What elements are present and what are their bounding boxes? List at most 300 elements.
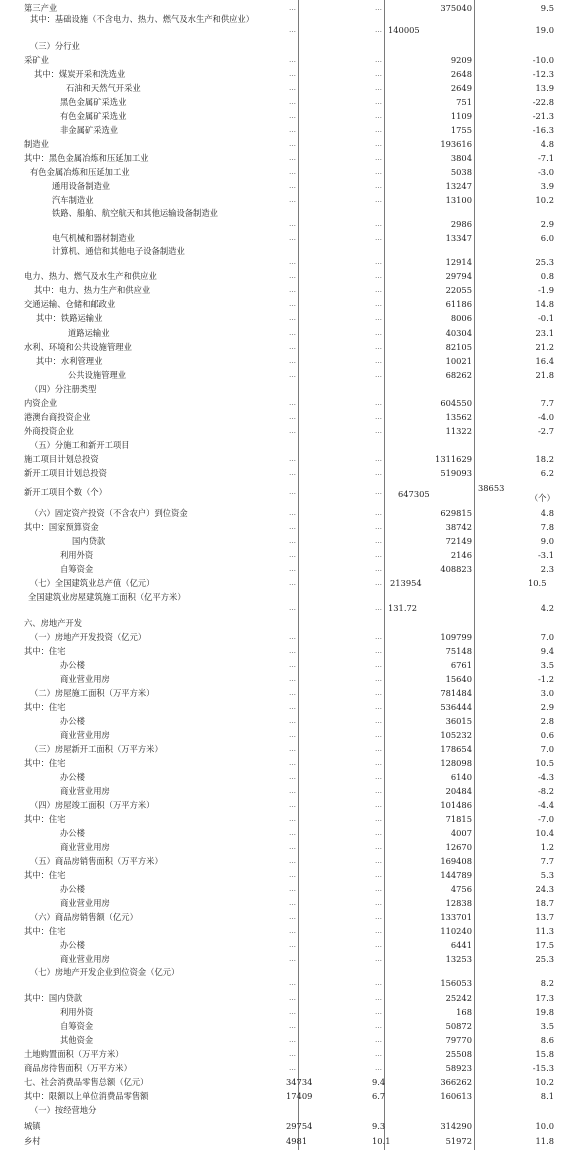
row-label: 全国建筑业房屋建筑施工面积（亿平方米） bbox=[28, 592, 186, 602]
cell-c2: … bbox=[375, 98, 382, 106]
table-row bbox=[0, 411, 581, 423]
cell-c2: … bbox=[375, 182, 382, 190]
cell-c2: … bbox=[375, 272, 382, 280]
table-row bbox=[0, 453, 581, 465]
row-label: 城镇 bbox=[24, 1121, 41, 1131]
cell-c4: -16.3 bbox=[532, 125, 554, 135]
cell-c2: … bbox=[375, 1008, 382, 1016]
cell-c4: 25.3 bbox=[535, 257, 554, 267]
cell-c2: … bbox=[375, 703, 382, 711]
cell-c3: 8006 bbox=[450, 313, 472, 323]
cell-c4: 0.6 bbox=[540, 730, 554, 740]
stray-value: 213954 bbox=[390, 578, 422, 588]
cell-c2: … bbox=[375, 84, 382, 92]
cell-c4: -8.2 bbox=[538, 786, 554, 796]
cell-c3: 110240 bbox=[440, 926, 472, 936]
cell-c3: 13253 bbox=[445, 954, 472, 964]
cell-c2: 9.3 bbox=[372, 1121, 386, 1131]
cell-c4: 2.8 bbox=[540, 716, 554, 726]
cell-c1: … bbox=[289, 343, 296, 351]
cell-c4: 0.8 bbox=[540, 271, 554, 281]
row-label: 内资企业 bbox=[24, 398, 58, 408]
table-row bbox=[0, 953, 581, 965]
table-row bbox=[0, 355, 581, 367]
cell-c1: … bbox=[289, 787, 296, 795]
cell-c2: … bbox=[375, 314, 382, 322]
cell-c2: … bbox=[375, 979, 382, 987]
cell-c4: 1.2 bbox=[540, 842, 554, 852]
cell-c1: … bbox=[289, 885, 296, 893]
cell-c3: 29794 bbox=[445, 271, 472, 281]
table-row bbox=[0, 827, 581, 839]
cell-c3: 58923 bbox=[445, 1063, 472, 1073]
row-label: 办公楼 bbox=[60, 772, 85, 782]
cell-c2: … bbox=[375, 196, 382, 204]
cell-c1: 34734 bbox=[286, 1077, 313, 1087]
cell-c1: … bbox=[289, 703, 296, 711]
cell-c2: … bbox=[375, 661, 382, 669]
cell-c2: … bbox=[375, 1064, 382, 1072]
cell-c2: … bbox=[375, 717, 382, 725]
cell-c1: … bbox=[289, 98, 296, 106]
table-row bbox=[0, 617, 581, 629]
cell-c3: 68262 bbox=[445, 370, 472, 380]
cell-c1: … bbox=[289, 469, 296, 477]
table-row bbox=[0, 992, 581, 1004]
table-row bbox=[0, 2, 581, 14]
cell-c4: 10.5 bbox=[535, 758, 554, 768]
cell-c3: 604550 bbox=[440, 398, 472, 408]
table-row bbox=[0, 68, 581, 80]
cell-c3: 144789 bbox=[440, 870, 472, 880]
cell-c3: 25242 bbox=[445, 993, 472, 1003]
cell-c3: 72149 bbox=[445, 536, 472, 546]
row-label: 办公楼 bbox=[60, 716, 85, 726]
table-row bbox=[0, 701, 581, 713]
cell-c1: … bbox=[289, 955, 296, 963]
table-row bbox=[0, 40, 581, 52]
cell-c2: … bbox=[375, 357, 382, 365]
row-label: （六）商品房销售额（亿元） bbox=[30, 912, 138, 922]
table-row bbox=[0, 425, 581, 437]
row-label: 土地购置面积（万平方米） bbox=[24, 1049, 124, 1059]
cell-c2: … bbox=[375, 126, 382, 134]
cell-c1: … bbox=[289, 537, 296, 545]
cell-c1: … bbox=[289, 300, 296, 308]
cell-c3: 128098 bbox=[440, 758, 472, 768]
cell-c2: … bbox=[375, 112, 382, 120]
table-row bbox=[0, 124, 581, 136]
row-label: 其中：住宅 bbox=[24, 702, 66, 712]
table-row bbox=[0, 397, 581, 409]
row-label: （一）房地产开发投资（亿元） bbox=[30, 632, 147, 642]
cell-c2: … bbox=[375, 857, 382, 865]
row-label: 其中：电力、热力生产和供应业 bbox=[34, 285, 151, 295]
cell-c2: … bbox=[375, 300, 382, 308]
table-row bbox=[0, 383, 581, 395]
cell-c2: … bbox=[375, 1036, 382, 1044]
cell-c1: … bbox=[289, 56, 296, 64]
cell-c4: 14.8 bbox=[535, 299, 554, 309]
table-row bbox=[0, 298, 581, 310]
table-row bbox=[0, 855, 581, 867]
cell-c4: 21.2 bbox=[535, 342, 554, 352]
cell-c3: 751 bbox=[456, 97, 472, 107]
cell-c4: 4.8 bbox=[540, 139, 554, 149]
row-label: 商业营业用房 bbox=[60, 674, 110, 684]
row-label: 计算机、通信和其他电子设备制造业 bbox=[52, 246, 185, 256]
cell-c1: … bbox=[289, 196, 296, 204]
cell-c3: 169408 bbox=[440, 856, 472, 866]
cell-c3: 519093 bbox=[440, 468, 472, 478]
cell-c2: … bbox=[375, 258, 382, 266]
cell-c2: … bbox=[375, 56, 382, 64]
table-row bbox=[0, 925, 581, 937]
cell-c1: … bbox=[289, 70, 296, 78]
cell-c4: 17.3 bbox=[535, 993, 554, 1003]
cell-c2: … bbox=[375, 1050, 382, 1058]
cell-c1: … bbox=[289, 745, 296, 753]
table-row bbox=[0, 549, 581, 561]
cell-c4: 16.4 bbox=[535, 356, 554, 366]
cell-c3: 9209 bbox=[450, 55, 472, 65]
table-row bbox=[0, 1076, 581, 1088]
row-label: 其中：住宅 bbox=[24, 646, 66, 656]
cell-c2: … bbox=[375, 941, 382, 949]
cell-c3: 156053 bbox=[440, 978, 472, 988]
cell-c2: … bbox=[375, 220, 382, 228]
cell-c2: … bbox=[375, 994, 382, 1002]
cell-c3: 13247 bbox=[445, 181, 472, 191]
cell-c4: -3.0 bbox=[538, 167, 554, 177]
cell-c2: … bbox=[375, 329, 382, 337]
cell-c4: -12.3 bbox=[532, 69, 554, 79]
cell-c3: 140005 bbox=[388, 25, 420, 35]
cell-c2: … bbox=[375, 427, 382, 435]
cell-c4: -21.3 bbox=[532, 111, 554, 121]
cell-c4: -2.7 bbox=[538, 426, 554, 436]
cell-c1: … bbox=[289, 84, 296, 92]
row-label: 外商投资企业 bbox=[24, 426, 74, 436]
row-label: 七、社会消费品零售总额（亿元） bbox=[24, 1077, 149, 1087]
row-label: 乡村 bbox=[24, 1136, 41, 1146]
row-label: （五）分施工和新开工项目 bbox=[30, 440, 130, 450]
cell-c2: … bbox=[375, 675, 382, 683]
row-label: 六、房地产开发 bbox=[24, 618, 83, 628]
cell-c1: … bbox=[289, 112, 296, 120]
row-label: 其中：国家预算资金 bbox=[24, 522, 99, 532]
table-row bbox=[0, 757, 581, 769]
cell-c4: 3.5 bbox=[540, 1021, 554, 1031]
cell-c1: … bbox=[289, 857, 296, 865]
cell-c3: 51972 bbox=[445, 1136, 472, 1146]
cell-c3: 71815 bbox=[445, 814, 472, 824]
cell-c2: … bbox=[375, 523, 382, 531]
row-label: 非金属矿采选业 bbox=[60, 125, 119, 135]
table-row bbox=[0, 96, 581, 108]
cell-c2: … bbox=[375, 955, 382, 963]
cell-c4: 7.0 bbox=[540, 632, 554, 642]
cell-c2: … bbox=[375, 565, 382, 573]
row-label: 新开工项目个数（个） bbox=[24, 487, 107, 497]
cell-c3: 75148 bbox=[445, 646, 472, 656]
cell-c1: … bbox=[289, 455, 296, 463]
cell-c1: … bbox=[289, 1064, 296, 1072]
cell-c1: … bbox=[289, 272, 296, 280]
row-label: （三）房屋新开工面积（万平方米） bbox=[30, 744, 163, 754]
row-label: 电力、热力、燃气及水生产和供应业 bbox=[24, 271, 157, 281]
table-row bbox=[0, 110, 581, 122]
row-label: （二）房屋施工面积（万平方米） bbox=[30, 688, 155, 698]
table-row bbox=[0, 841, 581, 853]
cell-c3: 375040 bbox=[440, 3, 472, 13]
cell-c3: 61186 bbox=[445, 299, 472, 309]
cell-c2: … bbox=[375, 286, 382, 294]
cell-c3: 1755 bbox=[450, 125, 472, 135]
cell-c1: … bbox=[289, 801, 296, 809]
row-label: 其中：基础设施（不含电力、热力、燃气及水生产和供应业） bbox=[30, 14, 255, 24]
cell-c1: … bbox=[289, 717, 296, 725]
stray-value: 38653 bbox=[478, 483, 505, 493]
cell-c3: 536444 bbox=[440, 702, 472, 712]
cell-c1: … bbox=[289, 829, 296, 837]
cell-c2: 9.4 bbox=[372, 1077, 386, 1087]
cell-c1: … bbox=[289, 427, 296, 435]
cell-c1: … bbox=[289, 843, 296, 851]
cell-c4: 23.1 bbox=[535, 328, 554, 338]
table-row bbox=[0, 715, 581, 727]
table-row bbox=[0, 194, 581, 206]
table-row bbox=[0, 659, 581, 671]
cell-c4: 9.0 bbox=[540, 536, 554, 546]
cell-c1: … bbox=[289, 220, 296, 228]
table-row bbox=[0, 813, 581, 825]
table-row bbox=[0, 439, 581, 451]
cell-c3: 3804 bbox=[450, 153, 472, 163]
cell-c2: … bbox=[375, 787, 382, 795]
table-row bbox=[0, 1034, 581, 1046]
cell-c4: 3.0 bbox=[540, 688, 554, 698]
row-label: （七）全国建筑业总产值（亿元） bbox=[30, 578, 155, 588]
cell-c4: 4.2 bbox=[540, 603, 554, 613]
table-row bbox=[0, 1062, 581, 1074]
cell-c4: 7.8 bbox=[540, 522, 554, 532]
table-row bbox=[0, 883, 581, 895]
cell-c1: … bbox=[289, 815, 296, 823]
cell-c1: … bbox=[289, 773, 296, 781]
cell-c2: … bbox=[375, 1022, 382, 1030]
cell-c4: 17.5 bbox=[535, 940, 554, 950]
row-label: 通用设备制造业 bbox=[52, 181, 111, 191]
cell-c4: 7.7 bbox=[540, 856, 554, 866]
cell-c3: 12838 bbox=[445, 898, 472, 908]
row-label: 利用外资 bbox=[60, 1007, 94, 1017]
cell-c4: -10.0 bbox=[532, 55, 554, 65]
row-label: （一）按经营地分 bbox=[30, 1105, 97, 1115]
cell-c4: -15.3 bbox=[532, 1063, 554, 1073]
table-row bbox=[0, 799, 581, 811]
row-label: 新开工项目计划总投资 bbox=[24, 468, 107, 478]
row-label: 其中：住宅 bbox=[24, 870, 66, 880]
cell-c2: … bbox=[375, 899, 382, 907]
table-row bbox=[0, 771, 581, 783]
cell-c1: … bbox=[289, 899, 296, 907]
cell-c2: … bbox=[375, 168, 382, 176]
cell-c2: … bbox=[375, 843, 382, 851]
row-label: 商业营业用房 bbox=[60, 954, 110, 964]
cell-c1: … bbox=[289, 413, 296, 421]
cell-c1: … bbox=[289, 509, 296, 517]
cell-c4: 7.0 bbox=[540, 744, 554, 754]
cell-c2: … bbox=[375, 604, 382, 612]
cell-c1: … bbox=[289, 488, 296, 496]
row-label: 公共设施管理业 bbox=[68, 370, 127, 380]
table-row bbox=[0, 743, 581, 755]
table-row bbox=[0, 521, 581, 533]
cell-c3: 4756 bbox=[450, 884, 472, 894]
cell-c3: 109799 bbox=[440, 632, 472, 642]
stray-value: （个） bbox=[530, 493, 555, 503]
table-row bbox=[0, 563, 581, 575]
cell-c2: … bbox=[375, 537, 382, 545]
cell-c2: … bbox=[375, 469, 382, 477]
cell-c1: … bbox=[289, 286, 296, 294]
row-label: 办公楼 bbox=[60, 940, 85, 950]
cell-c1: … bbox=[289, 26, 296, 34]
row-label: 港澳台商投资企业 bbox=[24, 412, 91, 422]
cell-c3: 12914 bbox=[445, 257, 472, 267]
cell-c2: … bbox=[375, 343, 382, 351]
table-row bbox=[0, 208, 581, 230]
table-row bbox=[0, 82, 581, 94]
cell-c2: … bbox=[375, 140, 382, 148]
cell-c1: … bbox=[289, 731, 296, 739]
table-row bbox=[0, 467, 581, 479]
table-row bbox=[0, 507, 581, 519]
row-label: 其中：煤炭开采和洗选业 bbox=[34, 69, 126, 79]
row-label: 石油和天然气开采业 bbox=[66, 83, 141, 93]
row-label: 采矿业 bbox=[24, 55, 49, 65]
cell-c4: -4.3 bbox=[538, 772, 554, 782]
cell-c3: 40304 bbox=[445, 328, 472, 338]
cell-c3: 11322 bbox=[445, 426, 472, 436]
cell-c3: 366262 bbox=[440, 1077, 472, 1087]
cell-c1: … bbox=[289, 579, 296, 587]
cell-c1: … bbox=[289, 329, 296, 337]
row-label: 有色金属冶炼和压延加工业 bbox=[30, 167, 130, 177]
row-label: 制造业 bbox=[24, 139, 49, 149]
table-row bbox=[0, 897, 581, 909]
cell-c4: 21.8 bbox=[535, 370, 554, 380]
table-row bbox=[0, 152, 581, 164]
row-label: 商业营业用房 bbox=[60, 898, 110, 908]
cell-c2: … bbox=[375, 913, 382, 921]
row-label: 其中：国内贷款 bbox=[24, 993, 83, 1003]
cell-c4: 2.9 bbox=[540, 702, 554, 712]
table-row bbox=[0, 284, 581, 296]
cell-c3: 6441 bbox=[450, 940, 472, 950]
cell-c4: 18.7 bbox=[535, 898, 554, 908]
table-row bbox=[0, 785, 581, 797]
cell-c3: 22055 bbox=[445, 285, 472, 295]
table-row bbox=[0, 270, 581, 282]
cell-c1: … bbox=[289, 399, 296, 407]
cell-c4: 8.1 bbox=[540, 1091, 554, 1101]
cell-c2: … bbox=[375, 647, 382, 655]
cell-c1: … bbox=[289, 633, 296, 641]
cell-c4: -7.1 bbox=[538, 153, 554, 163]
cell-c2: … bbox=[375, 927, 382, 935]
table-row bbox=[0, 729, 581, 741]
row-label: 道路运输业 bbox=[68, 328, 110, 338]
cell-c3: 314290 bbox=[440, 1121, 472, 1131]
cell-c2: … bbox=[375, 551, 382, 559]
row-label: 办公楼 bbox=[60, 828, 85, 838]
row-label: （四）房屋竣工面积（万平方米） bbox=[30, 800, 155, 810]
cell-c4: -22.8 bbox=[532, 97, 554, 107]
cell-c3: 408823 bbox=[440, 564, 472, 574]
row-label: 国内贷款 bbox=[72, 536, 106, 546]
row-label: 自筹资金 bbox=[60, 1021, 94, 1031]
row-label: 自筹资金 bbox=[60, 564, 94, 574]
cell-c4: -3.1 bbox=[538, 550, 554, 560]
cell-c1: … bbox=[289, 523, 296, 531]
row-label: 其中：黑色金属冶炼和压延加工业 bbox=[24, 153, 149, 163]
cell-c4: 18.2 bbox=[535, 454, 554, 464]
cell-c4: -7.0 bbox=[538, 814, 554, 824]
cell-c3: 1311629 bbox=[435, 454, 472, 464]
table-row bbox=[0, 592, 581, 614]
table-row bbox=[0, 1020, 581, 1032]
cell-c4: 5.3 bbox=[540, 870, 554, 880]
cell-c3: 6761 bbox=[450, 660, 472, 670]
cell-c4: 10.2 bbox=[535, 1077, 554, 1087]
row-label: 水利、环境和公共设施管理业 bbox=[24, 342, 132, 352]
cell-c4: 10.0 bbox=[535, 1121, 554, 1131]
cell-c4: 4.8 bbox=[540, 508, 554, 518]
row-label: 商品房待售面积（万平方米） bbox=[24, 1063, 132, 1073]
cell-c3: 50872 bbox=[445, 1021, 472, 1031]
cell-c2: … bbox=[375, 234, 382, 242]
table-row bbox=[0, 687, 581, 699]
cell-c2: … bbox=[375, 488, 382, 496]
row-label: 利用外资 bbox=[60, 550, 94, 560]
cell-c2: … bbox=[375, 509, 382, 517]
cell-c4: 8.2 bbox=[540, 978, 554, 988]
cell-c2: 6.7 bbox=[372, 1091, 386, 1101]
cell-c4: 11.3 bbox=[535, 926, 554, 936]
table-row bbox=[0, 312, 581, 324]
cell-c2: … bbox=[375, 26, 382, 34]
cell-c4: 15.8 bbox=[535, 1049, 554, 1059]
cell-c2: … bbox=[375, 689, 382, 697]
cell-c4: 3.5 bbox=[540, 660, 554, 670]
table-row bbox=[0, 631, 581, 643]
cell-c3: 5038 bbox=[450, 167, 472, 177]
cell-c3: 4007 bbox=[450, 828, 472, 838]
cell-c3: 79770 bbox=[445, 1035, 472, 1045]
cell-c4: 2.3 bbox=[540, 564, 554, 574]
cell-c3: 12670 bbox=[445, 842, 472, 852]
cell-c3: 160613 bbox=[440, 1091, 472, 1101]
cell-c2: … bbox=[375, 455, 382, 463]
cell-c1: … bbox=[289, 182, 296, 190]
cell-c4: 6.0 bbox=[540, 233, 554, 243]
cell-c1: … bbox=[289, 154, 296, 162]
cell-c3: 20484 bbox=[445, 786, 472, 796]
cell-c3: 101486 bbox=[440, 800, 472, 810]
table-row bbox=[0, 246, 581, 268]
